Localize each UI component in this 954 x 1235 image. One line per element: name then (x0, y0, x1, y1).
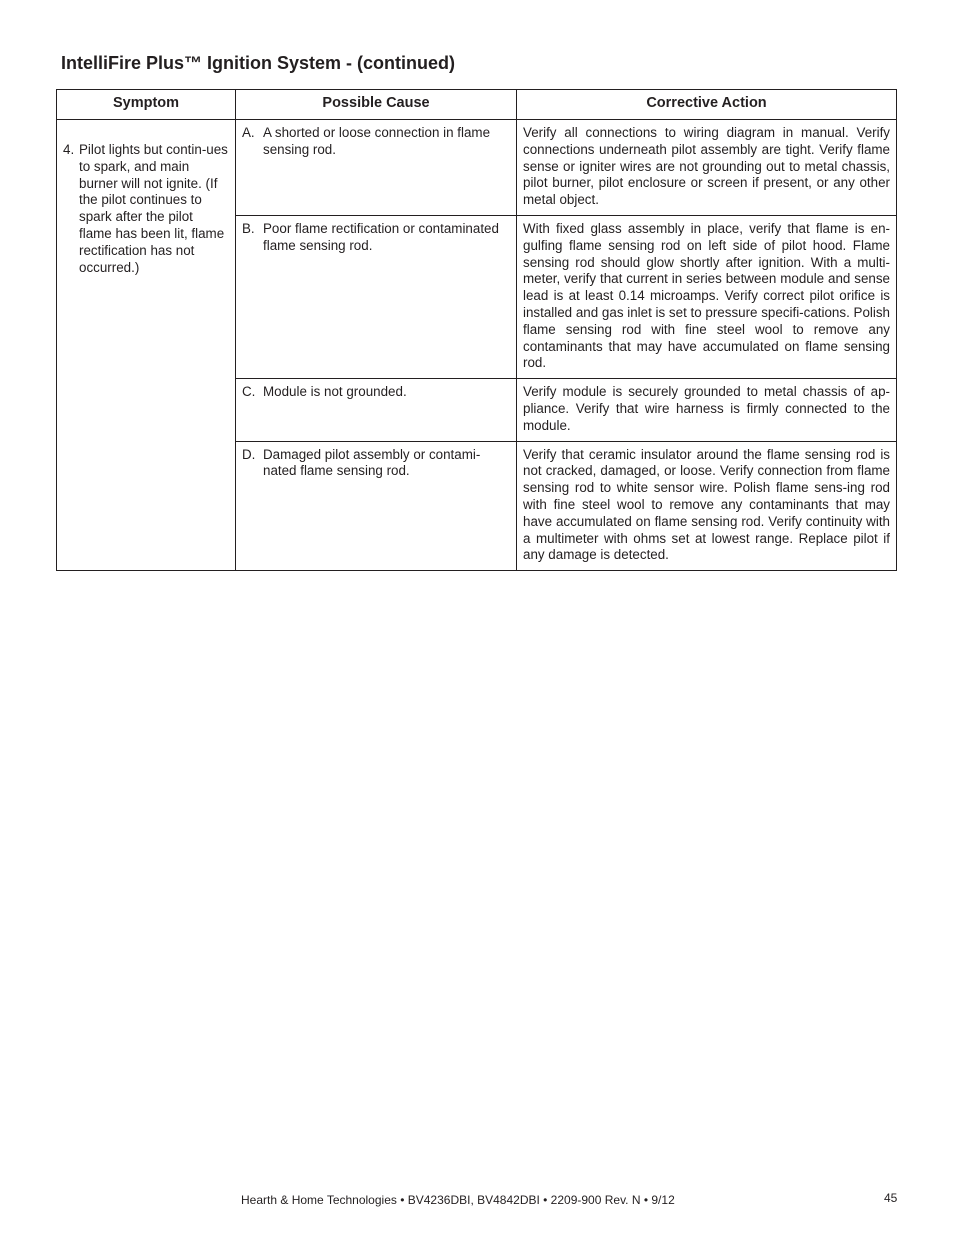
page-number: 45 (884, 1191, 898, 1205)
cause-letter: D. (242, 446, 256, 462)
cause-text: A shorted or loose connection in flame sensing rod. (263, 125, 491, 157)
cause-letter: C. (242, 384, 256, 400)
page-title: IntelliFire Plus™ Ignition System - (continued) (61, 53, 456, 73)
cause-text: Damaged pilot assembly or contami-nated flame sensing rod. (263, 446, 481, 479)
table-header-row (57, 90, 897, 120)
cause-cell (236, 441, 517, 571)
header-corrective-action: Corrective Action (517, 90, 897, 120)
header-symptom: Symptom (57, 90, 236, 120)
action-cell: Verify that ceramic insulator around the flame sensing rod is not cracked, damaged, or loose. Verify connection from flame sensing rod to white sensor wire. Polish flame sens-ing rod with fine steel wool to remove any contaminants that may have accumulated on flame sensing rod. Verify continuity with a multimeter with ohms set at lowest range. Replace pilot if any damage is detected. (517, 441, 897, 571)
symptom-number: 4. (63, 142, 75, 157)
table-row (57, 120, 897, 216)
cause-cell (236, 215, 517, 378)
symptom-text: Pilot lights but contin-ues to spark, and main burner will not ignite. (If the pilot continues to spark after the pilot flame has been lit, flame rectification has not occurred.) (79, 142, 228, 275)
action-cell: Verify module is securely grounded to metal chassis of ap-pliance. Verify that wire harness is firmly connected to the module. (517, 379, 897, 441)
action-cell: With fixed glass assembly in place, verify that flame is en-gulfing flame sensing rod on left side of pilot hood. Flame sensing rod should glow shortly after ignition. With a multi-meter, verify that current in series between module and sense lead is at least 0.14 microamps. Verify correct pilot orifice is installed and gas inlet is set to pressure specifi-cations. Polish flame sensing rod with fine steel wool to remove any contaminants that may have accumulated on flame sensing rod. (517, 215, 897, 378)
troubleshooting-table (56, 89, 897, 571)
cause-letter: B. (242, 220, 255, 236)
cause-cell (236, 379, 517, 441)
header-possible-cause: Possible Cause (236, 90, 517, 120)
cause-cell (236, 120, 517, 216)
cause-text: Poor flame rectification or contaminated flame sensing rod. (263, 220, 499, 253)
action-cell: Verify all connections to wiring diagram in manual. Verify connections underneath pilot assembly are tight. Verify flame sense or igniter wires are not grounding out to metal chassis, pilot burner, pilot enclosure or screen if present, or any other metal object. (517, 120, 897, 216)
footer-text: Hearth & Home Technologies • BV4236DBI, BV4842DBI • 2209-900 Rev. N • 9/12 (241, 1193, 675, 1207)
symptom-cell (57, 120, 236, 571)
cause-text: Module is not grounded. (263, 384, 407, 400)
cause-letter: A. (242, 125, 255, 140)
